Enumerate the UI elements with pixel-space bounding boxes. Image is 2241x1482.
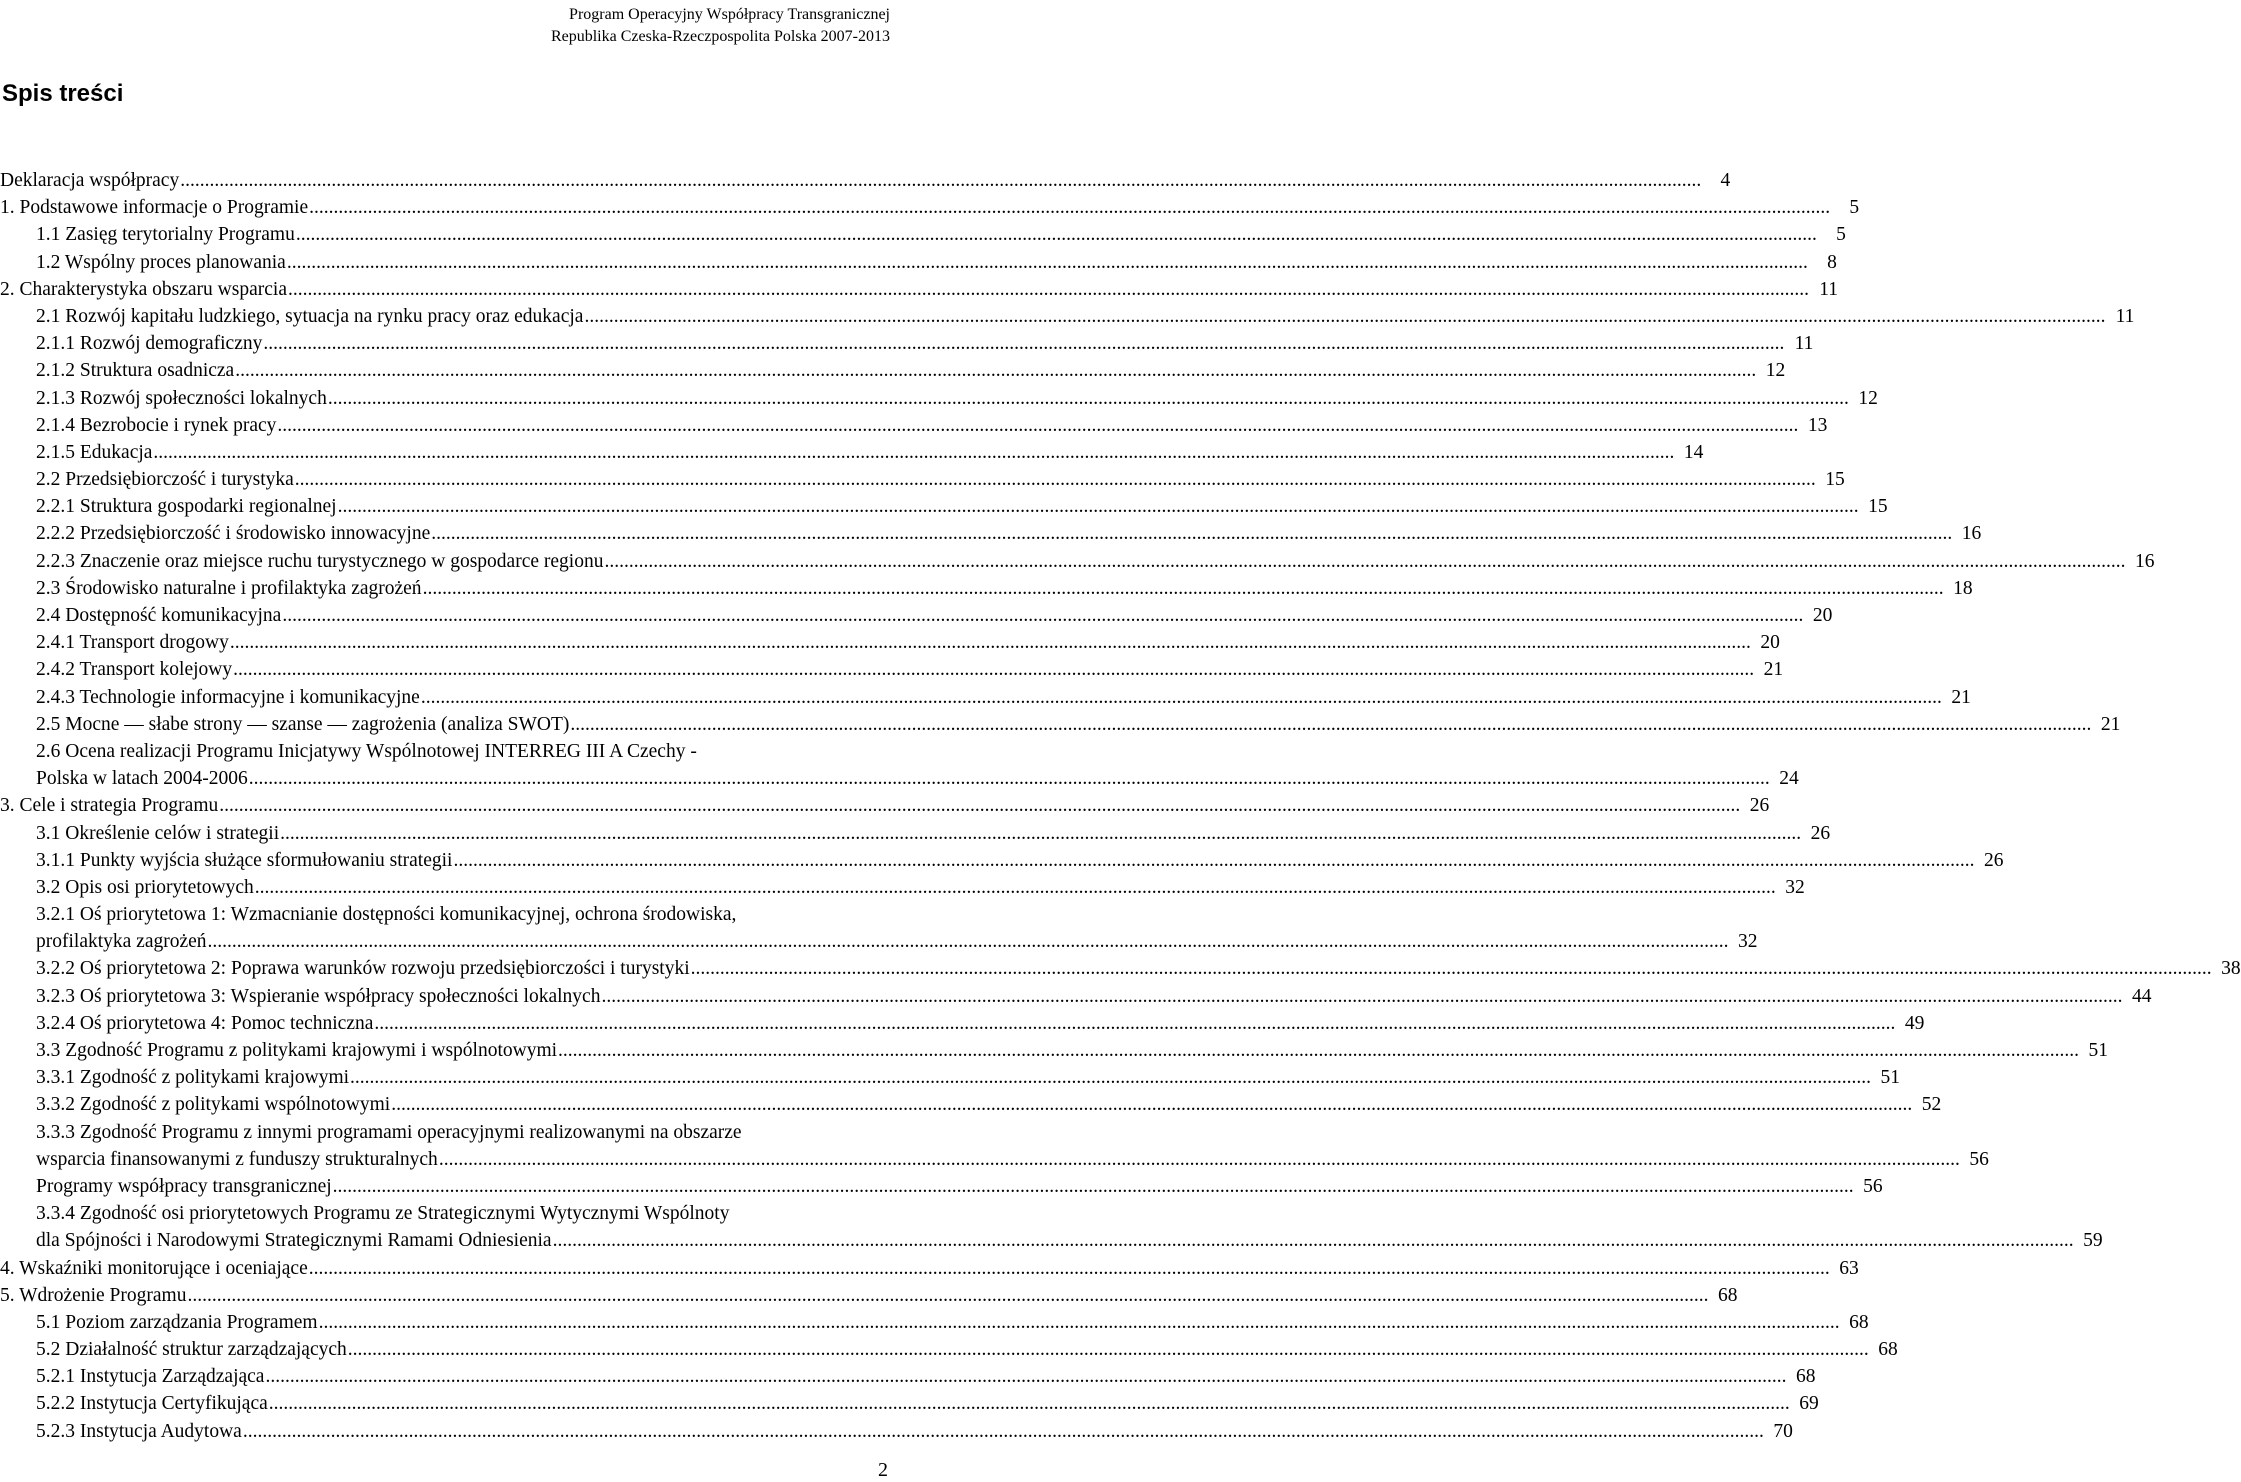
toc-entry-title: 3.3.1 Zgodność z politykami krajowymi (36, 1067, 350, 1089)
toc-entry-page: 20 (1760, 632, 1780, 654)
toc-entry-page: 12 (1765, 360, 1786, 382)
toc-dot-leader (391, 1091, 1912, 1118)
toc-entry[interactable] (0, 1336, 1898, 1363)
toc-entry[interactable] (0, 738, 962, 765)
toc-entry-title: profilaktyka zagrożeń (36, 931, 207, 953)
toc-dot-leader (333, 1173, 1854, 1200)
toc-entry[interactable] (0, 520, 1982, 547)
toc-dot-leader (309, 194, 1830, 221)
toc-entry-title: 5.2.1 Instytucja Zarządzająca (36, 1366, 265, 1388)
toc-dot-leader (233, 656, 1754, 683)
toc-entry-page: 68 (1717, 1284, 1738, 1306)
toc-entry-page: 8 (1827, 251, 1837, 273)
toc-entry-title: 2.1.1 Rozwój demograficzny (36, 333, 263, 355)
toc-dot-leader (421, 684, 1942, 711)
toc-entry-title: 2.4.2 Transport kolejowy (36, 659, 233, 681)
toc-dot-leader (280, 820, 1801, 847)
toc-entry-page: 68 (1878, 1339, 1898, 1361)
toc-dot-leader (265, 1363, 1786, 1390)
toc-entry-page: 63 (1839, 1257, 1859, 1279)
toc-entry-page: 59 (2083, 1230, 2103, 1252)
toc-dot-leader (309, 1255, 1830, 1282)
toc-entry-page: 11 (1819, 278, 1838, 300)
toc-entry-title: wsparcia finansowanymi z funduszy strukturalnych (36, 1148, 438, 1170)
toc-dot-leader (553, 1227, 2074, 1254)
toc-entry-title: 3.2.2 Oś priorytetowa 2: Poprawa warunków rozwoju przedsiębiorczości i turystyki (36, 958, 690, 980)
toc-entry-page: 26 (1810, 822, 1831, 844)
toc-entry-page: 26 (1983, 849, 2004, 871)
toc-dot-leader (277, 412, 1798, 439)
toc-entry-page: 14 (1683, 441, 1704, 463)
toc-dot-leader (348, 1336, 1869, 1363)
toc-entry-title: 3.3.3 Zgodność Programu z innymi programami operacyjnymi realizowanymi na obszarze (36, 1121, 742, 1143)
toc-dot-leader (431, 520, 1952, 547)
toc-entry[interactable] (0, 1037, 2109, 1064)
toc-dot-leader (187, 1282, 1708, 1309)
toc-entry-title: 2.2.1 Struktura gospodarki regionalnej (36, 496, 337, 518)
toc-dot-leader (230, 629, 1751, 656)
toc-entry[interactable] (0, 901, 962, 928)
page-number: 2 (878, 1459, 888, 1481)
toc-entry-page: 49 (1904, 1012, 1925, 1034)
toc-entry-page: 20 (1812, 605, 1833, 626)
toc-entry-page: 51 (1880, 1067, 1901, 1089)
toc-entry[interactable] (0, 1146, 1989, 1173)
toc-entry-title: 5.2.2 Instytucja Certyfikująca (36, 1393, 268, 1415)
toc-entry-page: 15 (1825, 469, 1845, 491)
toc-entry-title: 3.3.2 Zgodność z politykami wspólnotowymi (36, 1094, 391, 1116)
toc-entry-page: 5 (1849, 197, 1860, 219)
toc-entry-page: 21 (1951, 686, 1971, 708)
toc-entry[interactable] (0, 385, 1878, 412)
toc-dot-leader (235, 357, 1756, 384)
toc-entry-page: 56 (1863, 1175, 1883, 1197)
toc-entry-title: 3.2 Opis osi priorytetowych (36, 876, 254, 898)
toc-entry[interactable] (0, 167, 1731, 194)
toc-entry-page: 18 (1953, 577, 1973, 599)
toc-entry[interactable] (0, 792, 1770, 819)
toc-dot-leader (570, 711, 2091, 738)
toc-entry[interactable] (0, 194, 1860, 221)
toc-entry-page: 11 (2115, 305, 2135, 327)
toc-entry[interactable] (0, 330, 1814, 357)
toc-entry-page: 44 (2131, 985, 2152, 1007)
toc-entry-page: 21 (2100, 713, 2121, 735)
toc-entry-title: 3.1.1 Punkty wyjścia służące sformułowaniu strategii (36, 849, 453, 871)
toc-entry[interactable] (0, 466, 1845, 493)
toc-entry-title: 1.1 Zasięg terytorialny Programu (36, 224, 295, 246)
toc-entry-title: 3.2.3 Oś priorytetowa 3: Wspieranie współpracy społeczności lokalnych (36, 985, 601, 1007)
toc-entry[interactable] (0, 1091, 1942, 1118)
toc-entry[interactable] (0, 955, 2241, 982)
toc-entry-title: 2.3 Środowisko naturalne i profilaktyka zagrożeń (36, 577, 422, 599)
toc-dot-leader (691, 955, 2212, 982)
toc-entry[interactable] (0, 493, 1888, 520)
toc-entry[interactable] (0, 1255, 1859, 1282)
toc-dot-leader (350, 1064, 1871, 1091)
toc-entry[interactable] (0, 684, 1971, 711)
toc-entry-page: 38 (2221, 958, 2241, 980)
toc-entry-title: 5. Wdrożenie Programu (0, 1284, 187, 1306)
toc-entry[interactable] (0, 1309, 1869, 1336)
toc-entry-title: 3.3 Zgodność Programu z politykami krajowymi i wspólnotowymi (36, 1040, 558, 1061)
toc-entry-title: 2.1.4 Bezrobocie i rynek pracy (36, 414, 277, 436)
toc-entry-page: 13 (1807, 414, 1828, 436)
toc-dot-leader (558, 1037, 2079, 1064)
toc-entry-title: 2.5 Mocne — słabe strony — szanse — zagrożenia (analiza SWOT) (36, 713, 570, 735)
table-of-contents (0, 167, 2241, 1445)
toc-dot-leader (453, 847, 1974, 874)
toc-entry-title: dla Spójności i Narodowymi Strategicznymi Ramami Odniesienia (36, 1230, 552, 1252)
toc-entry-title: 2.2.3 Znaczenie oraz miejsce ruchu turystycznego w gospodarce regionu (36, 550, 604, 572)
toc-entry[interactable] (0, 412, 1828, 439)
toc-entry-title: 2.6 Ocena realizacji Programu Inicjatywy Wspólnotowej INTERREG III A Czechy - (36, 740, 697, 762)
toc-entry[interactable] (0, 765, 1799, 792)
toc-entry-page: 32 (1785, 876, 1805, 898)
toc-entry[interactable] (0, 1390, 1819, 1417)
toc-entry-title: Programy współpracy transgranicznej (36, 1175, 332, 1197)
header-line-1: Program Operacyjny Współpracy Transgranicznej (569, 6, 890, 23)
toc-dot-leader (243, 1418, 1764, 1445)
toc-entry[interactable] (0, 1119, 962, 1146)
toc-entry-page: 56 (1969, 1148, 1989, 1170)
toc-entry-title: 2.4.1 Transport drogowy (36, 632, 229, 654)
toc-dot-leader (269, 1390, 1790, 1417)
toc-entry[interactable] (0, 1282, 1738, 1309)
toc-entry-title: 5.1 Poziom zarządzania Programem (36, 1311, 318, 1333)
toc-entry-title: 5.2.3 Instytucja Audytowa (36, 1420, 242, 1442)
toc-entry[interactable] (0, 575, 1973, 602)
toc-entry-title: 2.1.3 Rozwój społeczności lokalnych (36, 387, 327, 409)
toc-entry-page: 16 (2134, 550, 2155, 572)
toc-entry[interactable] (0, 1010, 1925, 1037)
toc-entry-page: 24 (1779, 768, 1799, 790)
toc-entry[interactable] (0, 983, 2152, 1010)
toc-entry-page: 26 (1749, 795, 1770, 817)
toc-entry-title: 2.2 Przedsiębiorczość i turystyka (36, 469, 294, 491)
toc-entry-page: 70 (1773, 1420, 1793, 1442)
toc-entry-page: 12 (1858, 387, 1878, 409)
toc-entry-page: 69 (1799, 1393, 1819, 1415)
toc-dot-leader (255, 874, 1776, 901)
toc-dot-leader (601, 983, 2122, 1010)
toc-dot-leader (288, 276, 1809, 303)
page-title: Spis treści (2, 80, 124, 107)
toc-entry[interactable] (0, 629, 1780, 656)
toc-entry[interactable] (0, 847, 2004, 874)
toc-entry-page: 21 (1763, 659, 1784, 681)
toc-entry-title: 3.2.1 Oś priorytetowa 1: Wzmacnianie dostępności komunikacyjnej, ochrona środowiska, (36, 904, 737, 926)
toc-entry-page: 52 (1921, 1094, 1942, 1116)
toc-entry-page: 51 (2088, 1040, 2109, 1061)
toc-entry-title: 2.4 Dostępność komunikacyjna (36, 605, 282, 626)
toc-entry-page: 15 (1868, 496, 1888, 518)
toc-entry-title: 2.4.3 Technologie informacyjne i komunikacyjne (36, 686, 420, 708)
toc-entry-title: Polska w latach 2004-2006 (36, 768, 248, 790)
toc-dot-leader (282, 602, 1803, 629)
toc-dot-leader (180, 167, 1701, 194)
toc-entry[interactable] (0, 303, 2135, 330)
toc-dot-leader (423, 575, 1944, 602)
toc-dot-leader (287, 249, 1808, 276)
toc-entry-title: 1.2 Wspólny proces planowania (36, 251, 286, 273)
toc-entry-title: 3.1 Określenie celów i strategii (36, 822, 280, 844)
toc-entry-title: Deklaracja współpracy (0, 170, 180, 191)
toc-entry-page: 32 (1738, 931, 1758, 953)
toc-entry[interactable] (0, 1363, 1816, 1390)
toc-entry-title: 4. Wskaźniki monitorujące i oceniające (0, 1257, 308, 1279)
toc-entry[interactable] (0, 656, 1784, 683)
header-line-2: Republika Czeska-Rzeczpospolita Polska 2007-2013 (550, 28, 890, 45)
toc-entry-title: 3.2.4 Oś priorytetowa 4: Pomoc techniczna (36, 1012, 374, 1034)
toc-entry-page: 68 (1795, 1366, 1816, 1388)
toc-entry-title: 2. Charakterystyka obszaru wsparcia (0, 278, 287, 300)
toc-entry-title: 5.2 Działalność struktur zarządzających (36, 1339, 347, 1361)
toc-dot-leader (328, 385, 1849, 412)
toc-entry-title: 2.1 Rozwój kapitału ludzkiego, sytuacja na rynku pracy oraz edukacja (36, 305, 584, 327)
toc-entry[interactable] (0, 1173, 1883, 1200)
page-header (551, 4, 890, 48)
toc-entry-title: 2.2.2 Przedsiębiorczość i środowisko innowacyjne (36, 523, 431, 545)
toc-entry-title: 2.1.5 Edukacja (36, 441, 153, 463)
toc-entry-page: 16 (1961, 523, 1982, 545)
toc-entry[interactable] (0, 874, 1805, 901)
toc-entry[interactable] (0, 439, 1704, 466)
toc-entry[interactable] (0, 1064, 1901, 1091)
toc-dot-leader (153, 439, 1674, 466)
toc-entry-title: 1. Podstawowe informacje o Programie (0, 197, 309, 219)
toc-entry[interactable] (0, 249, 1837, 276)
toc-entry-title: 3. Cele i strategia Programu (0, 795, 219, 817)
toc-entry[interactable] (0, 548, 2155, 575)
toc-dot-leader (604, 548, 2125, 575)
toc-entry[interactable] (0, 602, 1833, 629)
toc-entry-page: 68 (1849, 1311, 1869, 1333)
toc-entry[interactable] (0, 820, 1831, 847)
toc-dot-leader (374, 1010, 1895, 1037)
toc-entry[interactable] (0, 1227, 2103, 1254)
toc-entry[interactable] (0, 221, 1846, 248)
toc-dot-leader (263, 330, 1784, 357)
toc-entry[interactable] (0, 711, 2121, 738)
toc-entry[interactable] (0, 276, 1838, 303)
toc-entry[interactable] (0, 1200, 962, 1227)
toc-entry-page: 5 (1836, 224, 1846, 246)
toc-entry[interactable] (0, 1418, 1793, 1445)
toc-entry-page: 11 (1794, 333, 1814, 355)
toc-entry-page: 4 (1720, 170, 1731, 191)
toc-dot-leader (249, 765, 1770, 792)
toc-dot-leader (584, 303, 2105, 330)
toc-dot-leader (208, 928, 1729, 955)
toc-entry[interactable] (0, 928, 1758, 955)
toc-entry-title: 2.1.2 Struktura osadnicza (36, 360, 235, 382)
toc-dot-leader (338, 493, 1859, 520)
toc-dot-leader (439, 1146, 1960, 1173)
toc-entry[interactable] (0, 357, 1786, 384)
toc-dot-leader (319, 1309, 1840, 1336)
toc-entry-title: 3.3.4 Zgodność osi priorytetowych Programu ze Strategicznymi Wytycznymi Wspólnoty (36, 1203, 730, 1225)
toc-dot-leader (296, 221, 1817, 248)
toc-dot-leader (219, 792, 1740, 819)
toc-dot-leader (295, 466, 1816, 493)
